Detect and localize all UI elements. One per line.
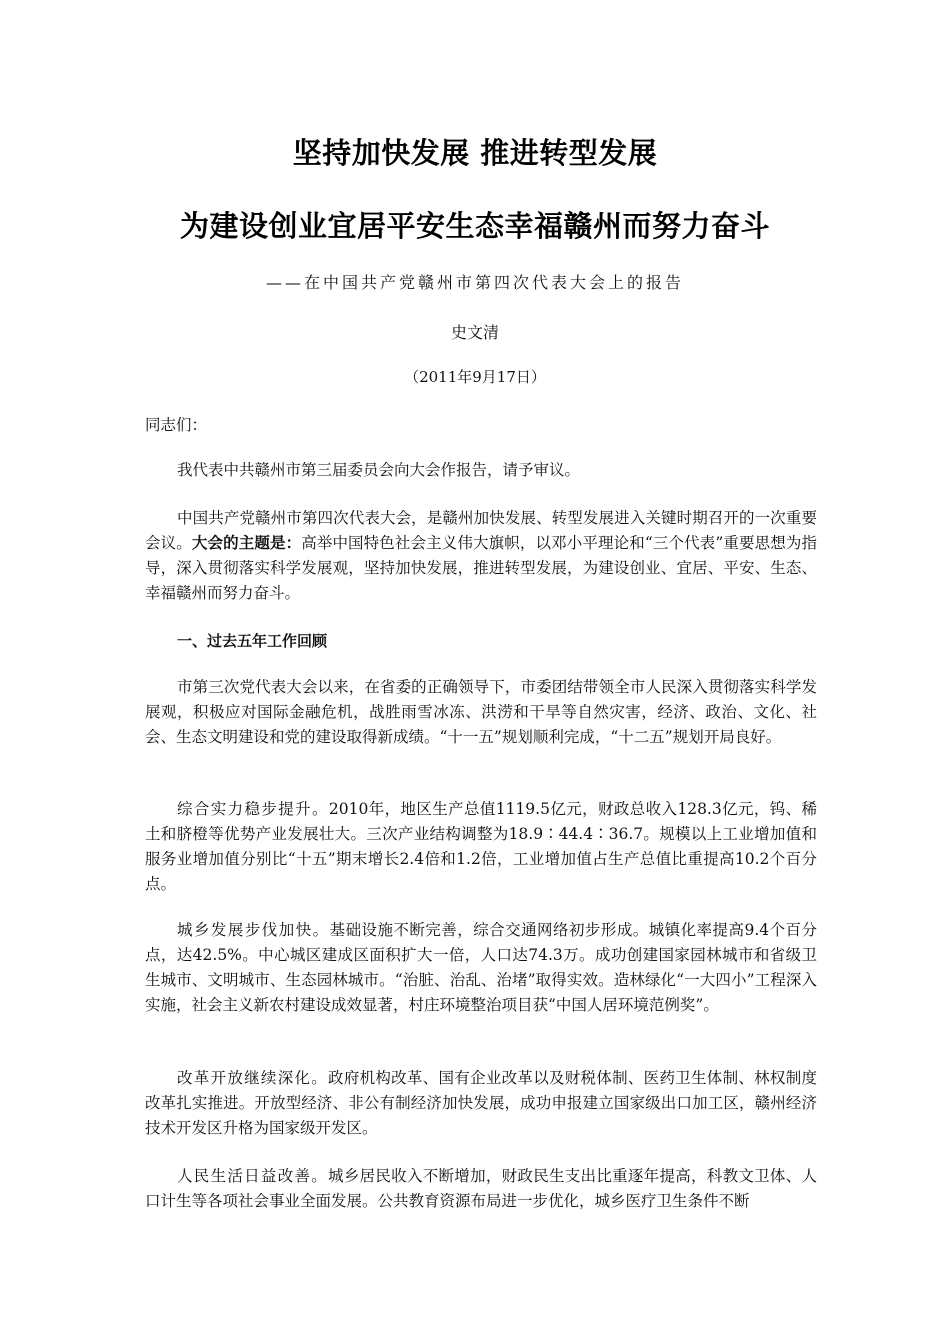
paragraph-livelihood: [145, 1164, 817, 1214]
paragraph-theme-start: 中国共产党赣州市第四次代表大会，是赣州加快发展、转型发展进入关键时期召开的一次重要会议。: [145, 509, 817, 552]
paragraph-livelihood-text: 城乡居民收入不断增加，财政民生支出比重逐年提高，科教文卫体、人口计生等各项社会事业全面发展。公共教育资源布局进一步优化，城乡医疗卫生条件不断: [145, 1167, 817, 1210]
paragraph-strength: [145, 797, 817, 897]
subtitle: ——在中国共产党赣州市第四次代表大会上的报告: [265, 273, 684, 292]
salutation: 同志们：: [145, 416, 208, 434]
paragraph-theme-bold: 大会的主题是：: [191, 534, 302, 552]
paragraph-reform-lead: 改革开放继续深化。: [177, 1069, 329, 1087]
report-date: （2011年9月17日）: [404, 368, 546, 386]
paragraph-strength-lead: 综合实力稳步提升。: [177, 800, 329, 818]
paragraph-review: 市第三次党代表大会以来，在省委的正确领导下，市委团结带领全市人民深入贯彻落实科学发展观，积极应对国际金融危机，战胜雨雪冰冻、洪涝和干旱等自然灾害，经济、政治、文化、社会、生态文明建设和党的建设取得新成绩。“十一五”规划顺利完成，“十二五”规划开局良好。: [145, 678, 817, 746]
paragraph-reform-text: 政府机构改革、国有企业改革以及财税体制、医药卫生体制、林权制度改革扎实推进。开放型经济、非公有制经济加快发展，成功申报建立国家级出口加工区，赣州经济技术开发区升格为国家级开发区。: [145, 1069, 817, 1137]
paragraph-urban-rural: [145, 918, 817, 1018]
author: 史文清: [450, 323, 499, 342]
title-line-1: 坚持加快发展 推进转型发展: [292, 136, 658, 170]
paragraph-urban-rural-lead: 城乡发展步伐加快。: [177, 921, 330, 939]
paragraph-urban-rural-text: 基础设施不断完善，综合交通网络初步形成。城镇化率提高9.4个百分点，达42.5%。中心城区建成区面积扩大一倍，人口达74.3万。成功创建国家园林城市和省级卫生城市、文明城市、生态园林城市。“治脏、治乱、治堵”取得实效。造林绿化“一大四小”工程深入实施，社会主义新农村建设成效显著，村庄环境整治项目获“中国人居环境范例奖”。: [145, 921, 817, 1014]
paragraph-strength-text: 2010年，地区生产总值1119.5亿元，财政总收入128.3亿元，钨、稀土和脐橙等优势产业发展壮大。三次产业结构调整为18.9∶44.4∶36.7。规模以上工业增加值和服务业增加值分别比“十五”期末增长2.4倍和1.2倍，工业增加值占生产总值比重提高10.2个百分点。: [145, 800, 817, 893]
section-heading: 一、过去五年工作回顾: [177, 632, 328, 650]
paragraph-reform: [145, 1066, 817, 1141]
paragraph-theme-end: 高举中国特色社会主义伟大旗帜，以邓小平理论和“三个代表”重要思想为指导，深入贯彻落实科学发展观，坚持加快发展，推进转型发展，为建设创业、宜居、平安、生态、幸福赣州而努力奋斗。: [145, 534, 817, 602]
title-line-2: 为建设创业宜居平安生态幸福赣州而努力奋斗: [179, 209, 770, 243]
paragraph-livelihood-lead: 人民生活日益改善。: [177, 1167, 329, 1185]
paragraph-theme: [145, 506, 817, 606]
paragraph-intro: 我代表中共赣州市第三届委员会向大会作报告，请予审议。: [177, 461, 581, 479]
